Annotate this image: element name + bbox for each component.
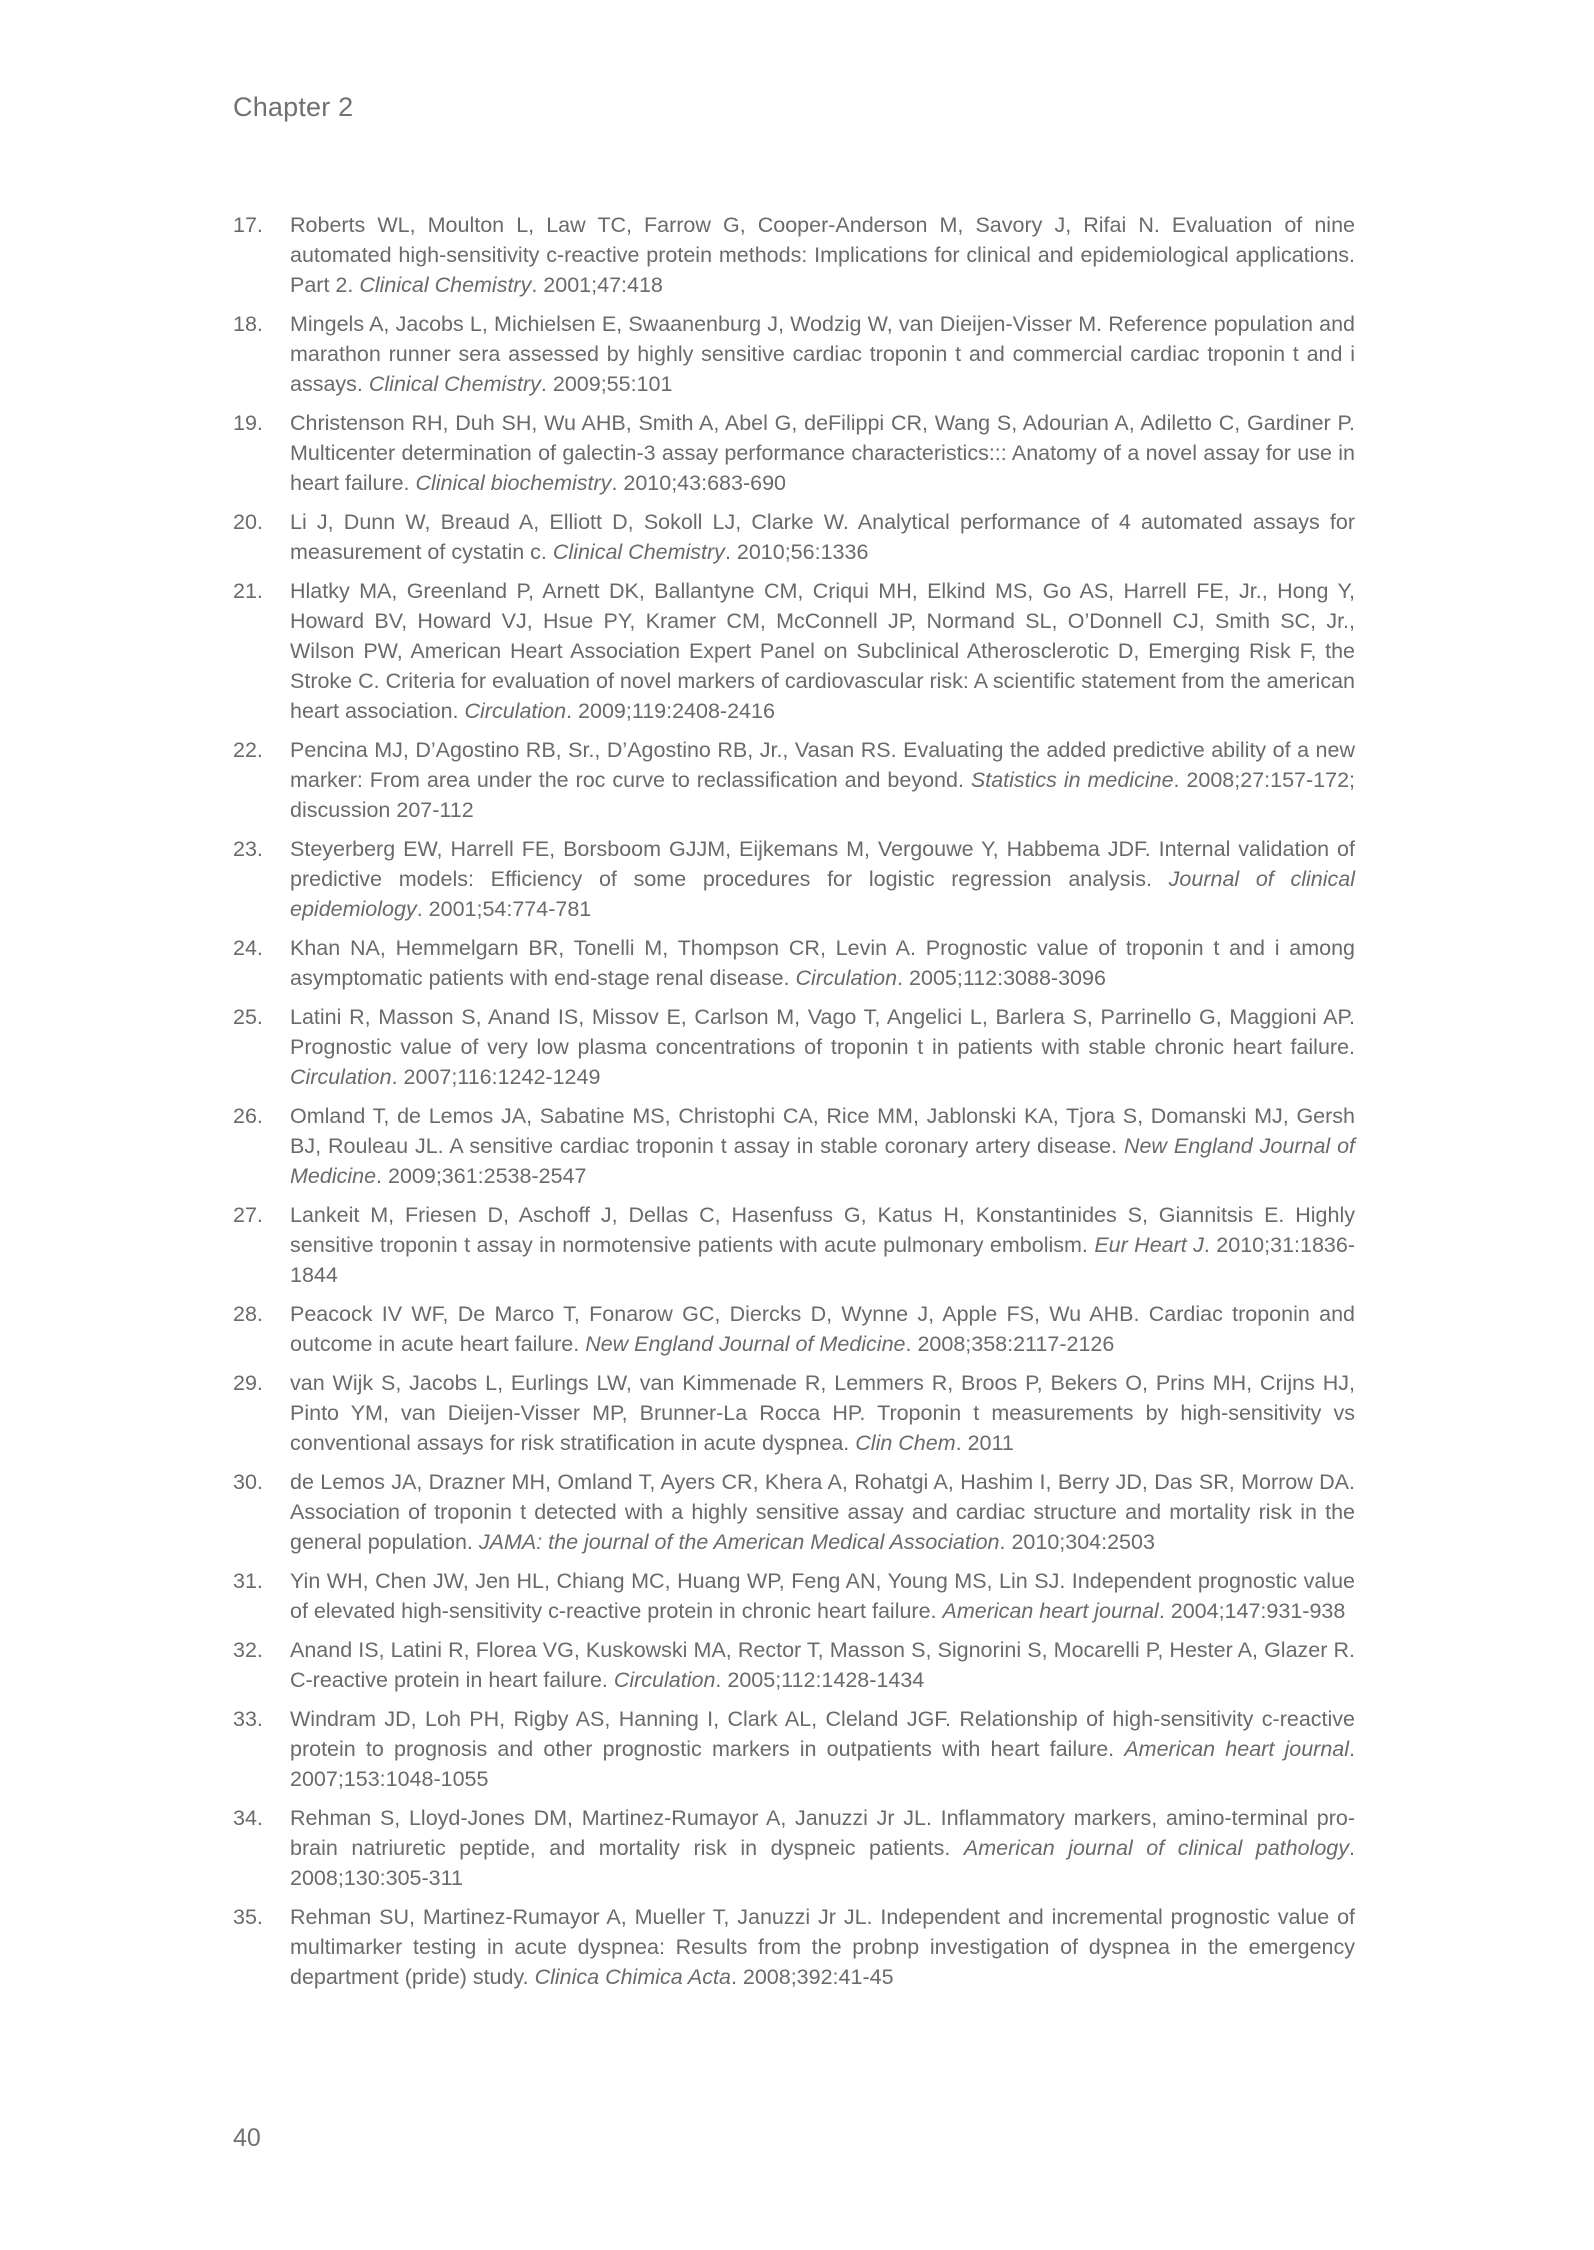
reference-details: . 2001;47:418	[531, 273, 663, 297]
chapter-heading: Chapter 2	[233, 92, 354, 122]
reference-authors-title: de Lemos JA, Drazner MH, Omland T, Ayers CR, Khera A, Rohatgi A, Hashim I, Berry JD, Das SR, Morrow DA. Association of troponin t detected with a highly sensitive assay and cardiac structure and mortality risk in the general population.	[290, 1470, 1355, 1554]
reference-authors-title: Windram JD, Loh PH, Rigby AS, Hanning I, Clark AL, Cleland JGF. Relationship of high-sensitivity c-reactive protein to prognosis and other prognostic markers in outpatients with heart failure.	[290, 1707, 1355, 1761]
reference-authors-title: Hlatky MA, Greenland P, Arnett DK, Ballantyne CM, Criqui MH, Elkind MS, Go AS, Harrell FE, Jr., Hong Y, Howard BV, Howard VJ, Hsue PY, Kramer CM, McConnell JP, Normand SL, O’Donnell CJ, Smith SC, Jr., Wilson PW, American Heart Association Expert Panel on Subclinical Atherosclerotic D, Emerging Risk F, the Stroke C. Criteria for evaluation of novel markers of cardiovascular risk: A scientific statement from the american heart association.	[290, 579, 1355, 723]
reference-text	[290, 1467, 1355, 1557]
reference-journal: Clinical Chemistry	[368, 372, 541, 396]
reference-authors-title: Khan NA, Hemmelgarn BR, Tonelli M, Thompson CR, Levin A. Prognostic value of troponin t and i among asymptomatic patients with end-stage renal disease.	[290, 936, 1355, 990]
reference-text	[290, 834, 1355, 924]
reference-item	[233, 507, 1355, 567]
reference-number: 30.	[233, 1470, 263, 1494]
reference-journal: Circulation	[795, 966, 898, 990]
reference-authors-title: Peacock IV WF, De Marco T, Fonarow GC, Diercks D, Wynne J, Apple FS, Wu AHB. Cardiac troponin and outcome in acute heart failure.	[290, 1302, 1355, 1356]
reference-authors-title: Lankeit M, Friesen D, Aschoff J, Dellas C, Hasenfuss G, Katus H, Konstantinides S, Giannitsis E. Highly sensitive troponin t assay in normotensive patients with acute pulmonary embolism.	[290, 1203, 1355, 1257]
reference-journal: Journal of clinical epidemiology	[290, 867, 1355, 921]
reference-details: . 2009;55:101	[540, 372, 673, 396]
reference-journal: Clinical Chemistry	[552, 540, 725, 564]
reference-number: 19.	[233, 411, 263, 435]
reference-item	[233, 1704, 1355, 1794]
reference-details: . 2009;361:2538-2547	[376, 1164, 587, 1188]
reference-journal: New England Journal of Medicine	[290, 1134, 1356, 1188]
reference-details: . 2007;116:1242-1249	[391, 1065, 601, 1089]
reference-item	[233, 834, 1355, 924]
reference-authors-title: Roberts WL, Moulton L, Law TC, Farrow G, Cooper-Anderson M, Savory J, Rifai N. Evaluation of nine automated high-sensitivity c-reactive protein methods: Implications for clinical and epidemiological applications. Part 2.	[290, 213, 1355, 297]
reference-text	[290, 309, 1355, 399]
reference-number: 33.	[233, 1707, 263, 1731]
reference-item	[233, 1467, 1355, 1557]
reference-text	[290, 1101, 1355, 1191]
reference-text	[290, 1902, 1355, 1992]
reference-journal: Statistics in medicine	[970, 768, 1174, 792]
reference-item	[233, 309, 1355, 399]
reference-number: 35.	[233, 1905, 263, 1929]
reference-journal: Circulation	[613, 1668, 716, 1692]
reference-text	[290, 576, 1355, 726]
reference-journal: Clinica Chimica Acta	[534, 1965, 731, 1989]
reference-text	[290, 1803, 1355, 1893]
reference-number: 17.	[233, 213, 263, 237]
reference-item	[233, 1635, 1355, 1695]
reference-item	[233, 1299, 1355, 1359]
reference-details: . 2010;304:2503	[999, 1530, 1155, 1554]
reference-text	[290, 1635, 1355, 1695]
reference-authors-title: Rehman SU, Martinez-Rumayor A, Mueller T, Januzzi Jr JL. Independent and incremental prognostic value of multimarker testing in acute dyspnea: Results from the probnp investigation of dyspnea in the emergency department (pride) study.	[290, 1905, 1355, 1989]
reference-number: 20.	[233, 510, 263, 534]
reference-authors-title: Rehman S, Lloyd-Jones DM, Martinez-Rumayor A, Januzzi Jr JL. Inflammatory markers, amino-terminal pro-brain natriuretic peptide, and mortality risk in dyspneic patients.	[290, 1806, 1355, 1860]
reference-item	[233, 1200, 1355, 1290]
reference-authors-title: Christenson RH, Duh SH, Wu AHB, Smith A, Abel G, deFilippi CR, Wang S, Adourian A, Adiletto C, Gardiner P. Multicenter determination of galectin-3 assay performance characteristics::: Anatomy of a novel assay for use in heart failure.	[290, 411, 1355, 495]
reference-details: . 2005;112:1428-1434	[715, 1668, 925, 1692]
reference-text	[290, 1704, 1355, 1794]
reference-text	[290, 1002, 1355, 1092]
reference-authors-title: Pencina MJ, D’Agostino RB, Sr., D’Agostino RB, Jr., Vasan RS. Evaluating the added predictive ability of a new marker: From area under the roc curve to reclassification and beyond.	[290, 738, 1355, 792]
reference-details: . 2010;43:683-690	[611, 471, 786, 495]
reference-journal: Clin Chem	[855, 1431, 956, 1455]
reference-details: . 2007;153:1048-1055	[290, 1737, 1356, 1791]
reference-authors-title: Li J, Dunn W, Breaud A, Elliott D, Sokoll LJ, Clarke W. Analytical performance of 4 automated assays for measurement of cystatin c.	[290, 510, 1355, 564]
reference-item	[233, 576, 1355, 726]
reference-journal: Circulation	[464, 699, 567, 723]
reference-number: 32.	[233, 1638, 263, 1662]
reference-journal: American journal of clinical pathology	[963, 1836, 1350, 1860]
reference-details: . 2008;130:305-311	[290, 1836, 1355, 1890]
reference-text	[290, 408, 1355, 498]
reference-journal: Clinical biochemistry	[415, 471, 612, 495]
reference-text	[290, 735, 1355, 825]
reference-journal: New England Journal of Medicine	[585, 1332, 906, 1356]
reference-text	[290, 1299, 1355, 1359]
reference-number: 23.	[233, 837, 263, 861]
reference-details: . 2001;54:774-781	[416, 897, 592, 921]
reference-details: . 2008;392:41-45	[730, 1965, 894, 1989]
reference-details: . 2010;31:1836-1844	[290, 1233, 1355, 1287]
reference-details: . 2004;147:931-938	[1158, 1599, 1346, 1623]
reference-text	[290, 933, 1355, 993]
reference-authors-title: Steyerberg EW, Harrell FE, Borsboom GJJM, Eijkemans M, Vergouwe Y, Habbema JDF. Internal validation of predictive models: Efficiency of some procedures for logistic regression analysis.	[290, 837, 1355, 891]
reference-details: . 2005;112:3088-3096	[897, 966, 1106, 990]
reference-journal: JAMA: the journal of the American Medical Association	[478, 1530, 1000, 1554]
reference-item	[233, 1002, 1355, 1092]
reference-number: 34.	[233, 1806, 263, 1830]
reference-text	[290, 210, 1355, 300]
reference-list	[233, 210, 1355, 2001]
reference-details: . 2008;358:2117-2126	[905, 1332, 1115, 1356]
reference-authors-title: Anand IS, Latini R, Florea VG, Kuskowski MA, Rector T, Masson S, Signorini S, Mocarelli P, Hester A, Glazer R. C-reactive protein in heart failure.	[290, 1638, 1355, 1692]
reference-journal: Clinical Chemistry	[359, 273, 532, 297]
reference-details: . 2010;56:1336	[724, 540, 869, 564]
reference-number: 27.	[233, 1203, 263, 1227]
reference-number: 18.	[233, 312, 263, 336]
reference-text	[290, 1566, 1355, 1626]
reference-text	[290, 507, 1355, 567]
reference-text	[290, 1200, 1355, 1290]
reference-item	[233, 210, 1355, 300]
reference-item	[233, 1803, 1355, 1893]
reference-authors-title: Yin WH, Chen JW, Jen HL, Chiang MC, Huang WP, Feng AN, Young MS, Lin SJ. Independent prognostic value of elevated high-sensitivity c-reactive protein in chronic heart failure.	[290, 1569, 1355, 1623]
reference-number: 25.	[233, 1005, 263, 1029]
reference-journal: Circulation	[290, 1065, 392, 1089]
reference-details: . 2008;27:157-172; discussion 207-112	[290, 768, 1355, 822]
reference-number: 21.	[233, 579, 263, 603]
reference-item	[233, 1101, 1355, 1191]
page-number: 40	[233, 2124, 261, 2152]
reference-item	[233, 933, 1355, 993]
reference-item	[233, 735, 1355, 825]
reference-details: . 2009;119:2408-2416	[566, 699, 775, 723]
reference-authors-title: Latini R, Masson S, Anand IS, Missov E, Carlson M, Vago T, Angelici L, Barlera S, Parrinello G, Maggioni AP. Prognostic value of very low plasma concentrations of troponin t in patients with stable chronic heart failure.	[290, 1005, 1355, 1059]
reference-journal: American heart journal	[942, 1599, 1159, 1623]
reference-number: 29.	[233, 1371, 263, 1395]
reference-details: . 2011	[955, 1431, 1014, 1455]
reference-number: 24.	[233, 936, 263, 960]
reference-item	[233, 1368, 1355, 1458]
reference-journal: Eur Heart J	[1094, 1233, 1204, 1257]
reference-item	[233, 408, 1355, 498]
reference-item	[233, 1566, 1355, 1626]
reference-number: 31.	[233, 1569, 263, 1593]
reference-authors-title: Mingels A, Jacobs L, Michielsen E, Swaanenburg J, Wodzig W, van Dieijen-Visser M. Reference population and marathon runner sera assessed by highly sensitive cardiac troponin t and commercial cardiac troponin t and i assays.	[290, 312, 1355, 396]
reference-authors-title: van Wijk S, Jacobs L, Eurlings LW, van Kimmenade R, Lemmers R, Broos P, Bekers O, Prins MH, Crijns HJ, Pinto YM, van Dieijen-Visser MP, Brunner-La Rocca HP. Troponin t measurements by high-sensitivity vs conventional assays for risk stratification in acute dyspnea.	[290, 1371, 1355, 1455]
reference-number: 26.	[233, 1104, 263, 1128]
reference-number: 28.	[233, 1302, 263, 1326]
reference-journal: American heart journal	[1124, 1737, 1350, 1761]
reference-authors-title: Omland T, de Lemos JA, Sabatine MS, Christophi CA, Rice MM, Jablonski KA, Tjora S, Domanski MJ, Gersh BJ, Rouleau JL. A sensitive cardiac troponin t assay in stable coronary artery disease.	[290, 1104, 1355, 1158]
reference-text	[290, 1368, 1355, 1458]
reference-number: 22.	[233, 738, 263, 762]
reference-item	[233, 1902, 1355, 1992]
